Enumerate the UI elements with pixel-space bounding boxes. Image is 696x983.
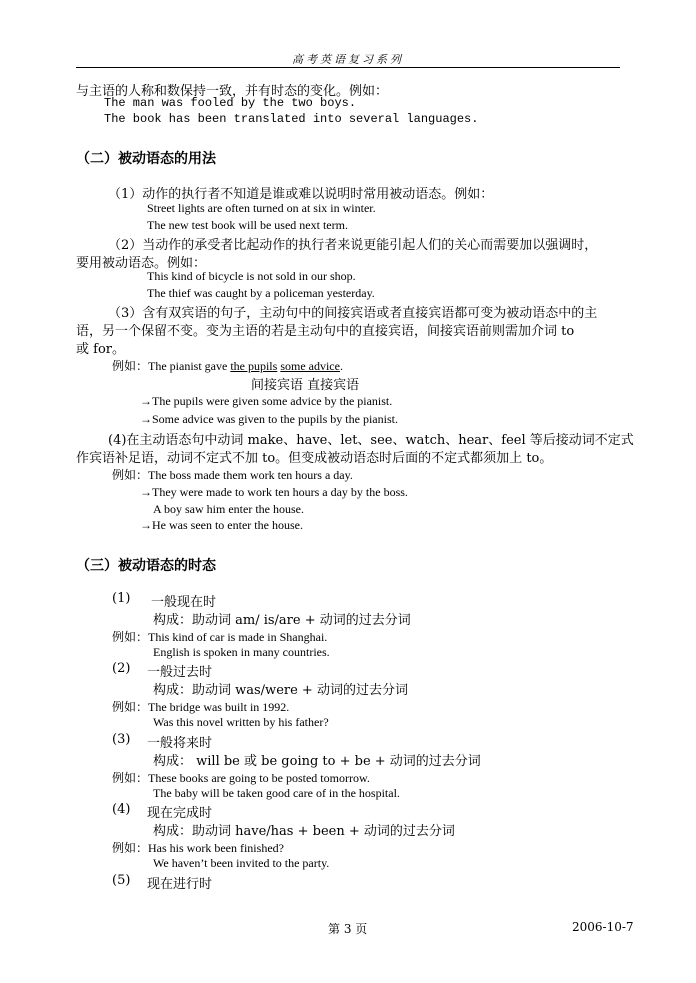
tense-form: 构成： will be 或 be going to + be + 动词的过去分词 [153,754,481,769]
usage-point-3-example [112,357,343,374]
tense-name: 一般将来时 [147,736,213,751]
tense-example-2: The baby will be taken good care of in the hospital. [153,786,400,800]
tense-name: 一般现在时 [151,595,217,610]
usage-point-4-result-2 [140,518,303,533]
usage-point-3-line-2: 语，另一个保留不变。变为主语的若是主动句中的直接宾语，间接宾语前则需加介词 to [76,324,575,339]
usage-point-1: （1）动作的执行者不知道是谁或难以说明时常用被动语态。例如： [108,187,494,202]
tense-number: (1) [112,591,131,606]
result-text: They were made to work ten hours a day by the boss. [152,485,408,499]
tense-example-2: Was this novel written by his father? [153,715,329,729]
tense-number: (4) [112,802,131,817]
tense-number: (2) [112,661,131,676]
tense-form: 构成：助动词 am/ is/are + 动词的过去分词 [153,613,411,628]
example-prefix: 例如：The pianist gave [112,359,231,373]
tense-example-1: 例如：This kind of car is made in Shanghai. [112,630,328,644]
intro-line: 与主语的人称和数保持一致，并有时态的变化。例如： [76,84,389,99]
tense-name: 现在完成时 [147,806,213,821]
usage-point-4-line-1: (4)在主动语态句中动词 make、have、let、see、watch、hear、feel 等后接动词不定式 [108,433,634,448]
example-end: . [339,359,343,373]
result-text: He was seen to enter the house. [152,518,303,532]
usage-point-2-example-1: This kind of bicycle is not sold in our shop. [147,269,356,283]
usage-point-4-line-2: 作宾语补足语，动词不定式不加 to。但变成被动语态时后面的不定式都须加上 to。 [76,451,553,466]
indirect-object: the pupils [230,359,278,373]
intro-example-1: The man was fooled by the two boys. [104,96,357,110]
running-header: 高考英语复习系列 [292,53,404,66]
section-heading-usage: （二）被动语态的用法 [76,151,216,167]
tense-example-1: 例如：Has his work been finished? [112,841,284,855]
tense-name: 现在进行时 [147,877,213,892]
arrow-icon: → [140,412,152,426]
object-labels: 间接宾语 直接宾语 [251,378,360,393]
tense-form: 构成：助动词 have/has + been + 动词的过去分词 [153,824,455,839]
usage-point-1-example-1: Street lights are often turned on at six in winter. [147,201,376,215]
arrow-icon: → [140,518,152,532]
usage-point-2-line-2: 要用被动语态。例如： [76,256,207,271]
usage-point-3-result-2 [140,412,398,427]
direct-object: some advice [280,359,340,373]
tense-example-1: 例如：The bridge was built in 1992. [112,700,290,714]
tense-example-2: English is spoken in many countries. [153,645,330,659]
tense-example-1: 例如：These books are going to be posted tomorrow. [112,771,370,785]
usage-point-2-line-1: （2）当动作的承受者比起动作的执行者来说更能引起人们的关心而需要加以强调时， [108,238,598,253]
tense-form: 构成：助动词 was/were + 动词的过去分词 [153,683,408,698]
arrow-icon: → [140,394,152,408]
page-number: 第 3 页 [328,922,368,936]
result-text: The pupils were given some advice by the pianist. [152,394,393,408]
tense-example-2: We haven’t been invited to the party. [153,856,330,870]
header-rule [76,67,620,68]
result-text: Some advice was given to the pupils by the pianist. [152,412,398,426]
arrow-icon: → [140,485,152,499]
usage-point-3-line-3: 或 for。 [76,342,125,357]
footer-date: 2006-10-7 [572,920,634,934]
intro-example-2: The book has been translated into several languages. [104,112,479,126]
usage-point-3-line-1: （3）含有双宾语的句子，主动句中的间接宾语或者直接宾语都可变为被动语态中的主 [108,306,598,321]
usage-point-4-result-1 [140,485,408,500]
usage-point-4-example: 例如：The boss made them work ten hours a day. [112,468,353,482]
usage-point-1-example-2: The new test book will be used next term. [147,218,348,232]
usage-point-3-result-1 [140,394,392,409]
usage-point-4-example-2: A boy saw him enter the house. [153,502,304,516]
section-heading-tenses: （三）被动语态的时态 [76,558,216,574]
tense-number: (3) [112,732,131,747]
tense-name: 一般过去时 [147,665,213,680]
tense-number: (5) [112,873,131,888]
usage-point-2-example-2: The thief was caught by a policeman yesterday. [147,286,375,300]
